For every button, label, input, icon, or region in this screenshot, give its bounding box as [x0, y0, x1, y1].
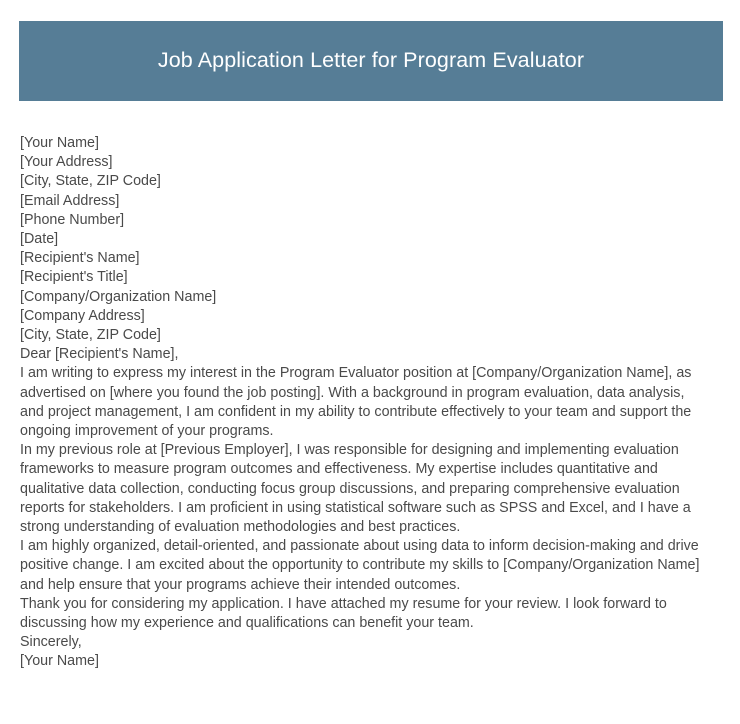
- letter-line: [Phone Number]: [20, 211, 125, 228]
- letter-line: Thank you for considering my application. I have attached my resume for your review. I look forward to discussing how my experience and qualifications can benefit your team.: [20, 595, 671, 632]
- letter-line: [Your Name]: [20, 653, 99, 670]
- letter-line: [Your Address]: [20, 154, 113, 171]
- letter-line: [Recipient's Name]: [20, 250, 140, 267]
- letter-line: Dear [Recipient's Name],: [20, 346, 179, 363]
- letter-line: [Date]: [20, 231, 59, 248]
- page-title: Job Application Letter for Program Evaluator: [157, 48, 585, 73]
- letter-line: [Company/Organization Name]: [20, 288, 217, 305]
- letter-line: [Your Name]: [20, 135, 99, 151]
- letter-line: In my previous role at [Previous Employer], I was responsible for designing and implementing evaluation frameworks to measure program outcomes and effectiveness. My expertise includes quantitative and qualitative data collection, conducting focus group discussions, and preparing comprehensive evaluation reports for stakeholders. I am proficient in using statistical software such as SPSS and Excel, and I have a strong understanding of evaluation methodologies and best practices.: [20, 442, 695, 536]
- letter-line: [Recipient's Title]: [20, 269, 128, 286]
- letter-line: I am highly organized, detail-oriented, and passionate about using data to inform decision-making and drive positive change. I am excited about the opportunity to contribute my skills to [Company/Organization Name] and help ensure that your programs achieve their intended outcomes.: [20, 538, 704, 593]
- document-header-banner: [19, 21, 723, 101]
- letter-line: [Email Address]: [20, 192, 120, 209]
- letter-line: [City, State, ZIP Code]: [20, 173, 161, 190]
- letter-line: [City, State, ZIP Code]: [20, 327, 161, 344]
- letter-body: [20, 134, 712, 672]
- letter-line: [Company Address]: [20, 307, 145, 324]
- letter-line: Sincerely,: [20, 634, 82, 651]
- letter-line: I am writing to express my interest in the Program Evaluator position at [Company/Organization Name], as advertised on [where you found the job posting]. With a background in program evaluation, data analysis, and project management, I am confident in my ability to contribute effectively to your team and support the ongoing improvement of your programs.: [20, 365, 696, 440]
